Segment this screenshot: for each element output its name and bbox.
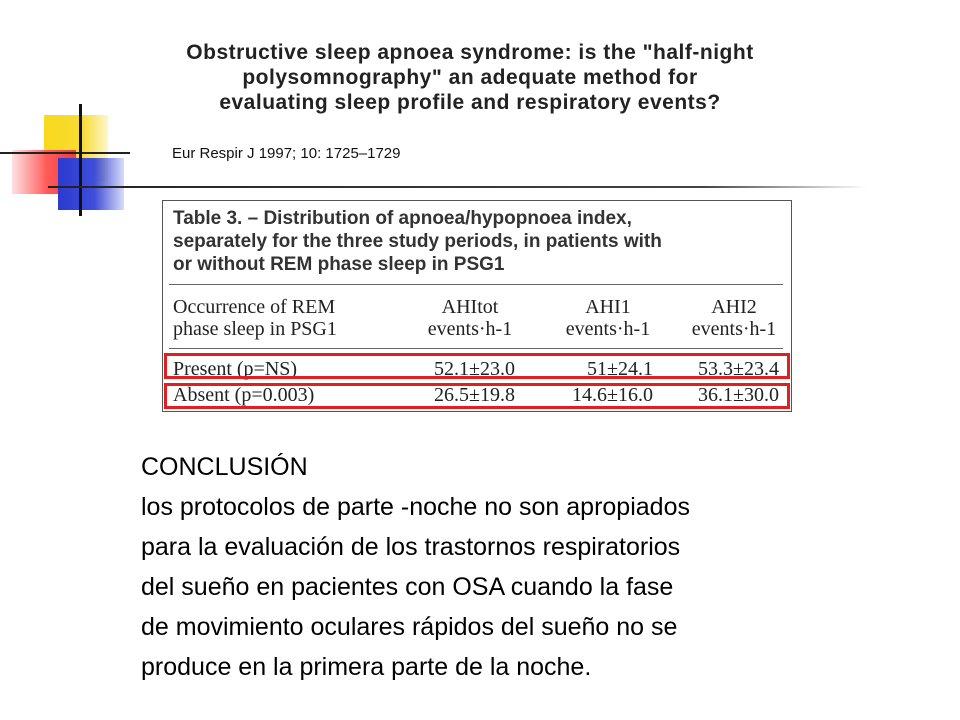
conclusion-line: para la evaluación de los trastornos respiratorios (141, 533, 681, 561)
table-cell: 51±24.1 (587, 358, 653, 380)
table-caption-line: Table 3. – Distribution of apnoea/hypopnoea index, (173, 208, 632, 229)
table-rule (169, 284, 783, 285)
conclusion-line: de movimiento oculares rápidos del sueño no se (141, 613, 678, 641)
blue-square-decoration (58, 158, 124, 210)
paper-title-line: Obstructive sleep apnoea syndrome: is the "half-night (186, 41, 754, 64)
header-line: AHI1 (585, 296, 631, 318)
yellow-square-decoration (44, 115, 108, 181)
table-cell: Absent (p=0.003) (173, 384, 315, 406)
conclusion-heading: CONCLUSIÓN (141, 453, 308, 481)
paper-title-line: evaluating sleep profile and respiratory events? (219, 91, 721, 114)
paper-title-line: polysomnography" an adequate method for (242, 66, 698, 89)
conclusion-block (141, 447, 901, 687)
table-header-ahi2 (679, 296, 789, 340)
conclusion-line: los protocolos de parte -noche no son apropiados (141, 493, 690, 521)
table-header-ahitot (415, 296, 525, 340)
header-line: phase sleep in PSG1 (173, 318, 337, 340)
header-line: AHI2 (711, 296, 757, 318)
conclusion-line: produce en la primera parte de la noche. (141, 653, 592, 681)
table-caption (173, 207, 785, 276)
paper-title (120, 40, 820, 115)
table-header-occurrence (173, 296, 337, 340)
table-cell: Present (p=NS) (173, 358, 298, 380)
table-cell: 14.6±16.0 (572, 384, 653, 406)
table-cell: 36.1±30.0 (698, 384, 779, 406)
table-caption-line: separately for the three study periods, in patients with (173, 231, 662, 252)
highlight-box-absent (164, 383, 790, 409)
table-caption-line: or without REM phase sleep in PSG1 (173, 254, 505, 275)
decoration-vertical-line (79, 104, 82, 216)
journal-citation: Eur Respir J 1997; 10: 1725–1729 (172, 145, 401, 162)
table-cell: 53.3±23.4 (698, 358, 779, 380)
conclusion-line: del sueño en pacientes con OSA cuando la fase (141, 573, 674, 601)
table-cell: 26.5±19.8 (434, 384, 515, 406)
results-table (162, 200, 792, 412)
decoration-line (0, 152, 130, 154)
title-divider-line (48, 186, 868, 188)
header-line: events·h-1 (565, 318, 651, 340)
table-header-ahi1 (553, 296, 663, 340)
red-square-decoration (12, 150, 76, 194)
table-cell: 52.1±23.0 (434, 358, 515, 380)
header-line: AHItot (441, 296, 499, 318)
table-rule (169, 348, 783, 349)
header-line: events·h-1 (427, 318, 513, 340)
header-line: Occurrence of REM (173, 296, 336, 318)
highlight-box-present (164, 353, 790, 379)
header-line: events·h-1 (691, 318, 777, 340)
